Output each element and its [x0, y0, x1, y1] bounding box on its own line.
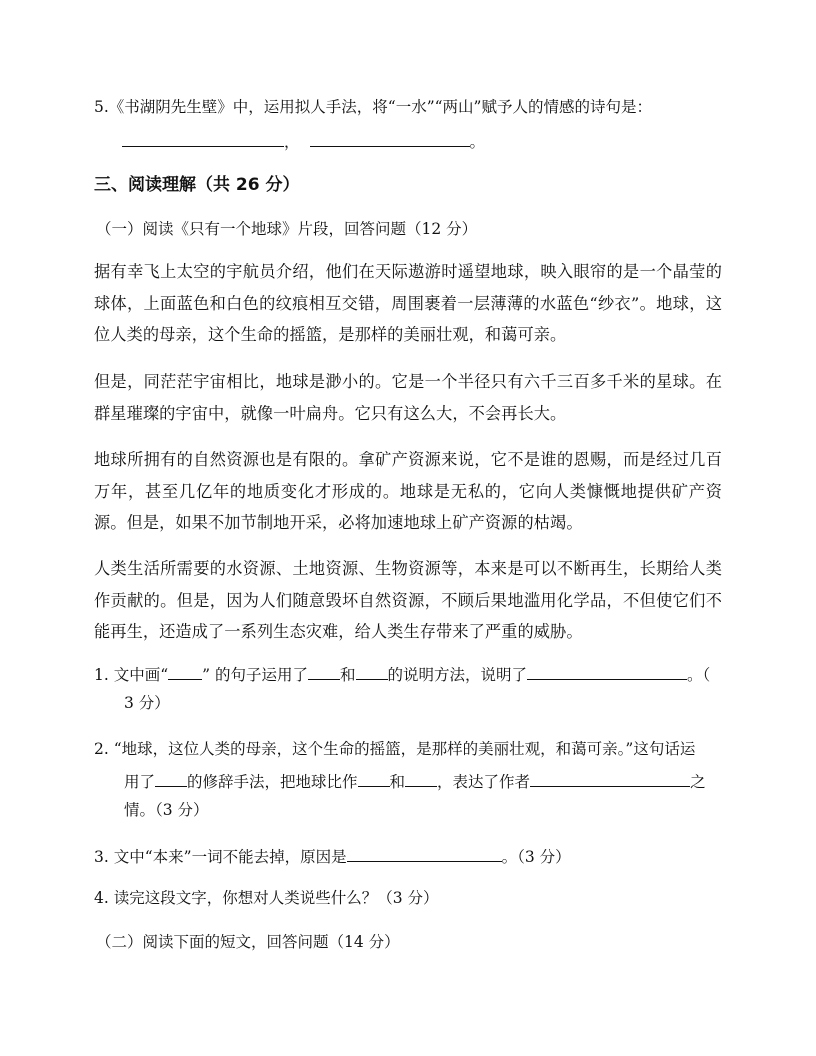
question-5-answer-line: ， 。: [122, 130, 485, 152]
answer-blank[interactable]: [122, 130, 284, 147]
answer-blank[interactable]: [310, 130, 470, 147]
answer-blank[interactable]: [356, 663, 388, 680]
passage-paragraph: 据有幸飞上太空的宇航员介绍，他们在天际遨游时遥望地球，映入眼帘的是一个晶莹的球体，上面蓝色和白色的纹痕相互交错，周围裹着一层薄薄的水蓝色“纱衣”。地球，这位人类的母亲，这个生命的摇篮，是那样的美丽壮观，和蔼可亲。: [94, 262, 722, 344]
section-heading: 三、阅读理解（共 26 分）: [94, 175, 300, 195]
question-5: [94, 97, 652, 117]
question-1-score: 3 分）: [124, 694, 170, 712]
passage-paragraph: 但是，同茫茫宇宙相比，地球是渺小的。它是一个半径只有六千三百多千米的星球。在群星璀璨的宇宙中，就像一叶扁舟。它只有这么大，不会再长大。: [94, 372, 722, 423]
passage-paragraph: 地球所拥有的自然资源也是有限的。拿矿产资源来说，它不是谁的恩赐，而是经过几百万年，甚至几亿年的地质变化才形成的。地球是无私的，它向人类慷慨地提供矿产资源。但是，如果不加节制地开采，必将加速地球上矿产资源的枯竭。: [94, 450, 722, 532]
passage-paragraph: 人类生活所需要的水资源、土地资源、生物资源等，本来是可以不断再生，长期给人类作贡献的。但是，因为人们随意毁坏自然资源，不顾后果地滥用化学品，不但使它们不能再生，还造成了一系列生态灾难，给人类生存带来了严重的威胁。: [94, 559, 722, 641]
question-4: 4. 读完这段文字，你想对人类说些什么？（3 分）: [94, 889, 439, 907]
question-2-line-2: 用了 的修辞手法，把地球比作 和 ，表达了作者 之: [124, 770, 706, 792]
part-2-title: （二）阅读下面的短文，回答问题（14 分）: [96, 933, 400, 951]
answer-blank[interactable]: [308, 663, 340, 680]
question-5-text: 5.《书湖阴先生壁》中，运用拟人手法，将“一水”“两山”赋予人的情感的诗句是：: [94, 98, 652, 116]
answer-blank[interactable]: [155, 770, 187, 787]
question-1: 1. 文中画“ ” 的句子运用了 和 的说明方法，说明了 。（: [94, 663, 710, 685]
question-2: 2. “地球，这位人类的母亲，这个生命的摇篮，是那样的美丽壮观，和蔼可亲。”这句话运: [94, 740, 696, 758]
question-2-line-3: 情。（3 分）: [124, 801, 209, 819]
underline-marker: [168, 663, 202, 680]
part-1-title: （一）阅读《只有一个地球》片段，回答问题（12 分）: [96, 220, 478, 238]
answer-blank[interactable]: [358, 770, 390, 787]
answer-blank[interactable]: [530, 770, 690, 787]
question-3: 3. 文中“本来”一词不能去掉，原因是 。（3 分）: [94, 845, 571, 867]
answer-blank[interactable]: [527, 663, 687, 680]
answer-blank[interactable]: [347, 845, 502, 862]
answer-blank[interactable]: [405, 770, 437, 787]
